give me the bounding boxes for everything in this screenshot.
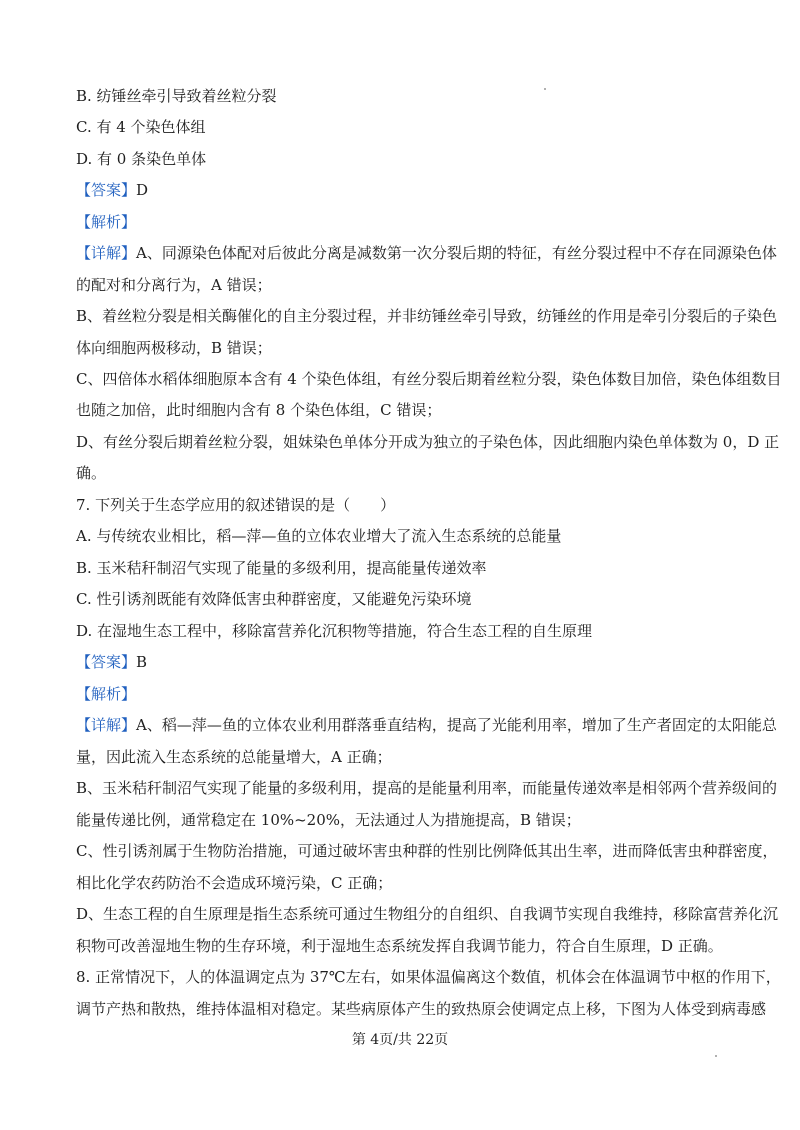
q8-stem-line: 调节产热和散热，维持体温相对稳定。某些病原体产生的致热原会使调定点上移，下图为人体受到病毒感 <box>76 1000 767 1018</box>
q7-detail-line: D、生态工程的自生原理是指生态系统可通过生物组分的自组织、自我调节实现自我维持，移除富营养化沉 <box>76 905 779 923</box>
q7-option-a: A. 与传统农业相比，稻—萍—鱼的立体农业增大了流入生态系统的总能量 <box>76 527 562 545</box>
q7-detail-line: C、性引诱剂属于生物防治措施，可通过破坏害虫种群的性别比例降低其出生率，进而降低害虫种群密度， <box>76 842 778 860</box>
q7-answer <box>76 652 726 672</box>
q7-option-c: C. 性引诱剂既能有效降低害虫种群密度，又能避免污染环境 <box>76 590 472 608</box>
answer-value: D <box>136 181 149 199</box>
q6-detail-line: 也随之加倍，此时细胞内含有 8 个染色体组，C 错误； <box>76 401 442 419</box>
q6-detail-line <box>76 243 777 263</box>
detail-tag: 【详解】 <box>76 716 137 734</box>
q6-answer <box>76 180 726 200</box>
q7-option-b: B. 玉米秸秆制沼气实现了能量的多级利用，提高能量传递效率 <box>76 559 487 577</box>
q6-option-b: B. 纺锤丝牵引导致着丝粒分裂 <box>76 87 277 105</box>
q7-detail-line: 相比化学农药防治不会造成环境污染，C 正确； <box>76 874 393 892</box>
scan-speck <box>544 88 546 90</box>
q6-detail-line: 确。 <box>76 464 107 482</box>
q6-detail-line: 的配对和分离行为，A 错误； <box>76 276 272 294</box>
answer-tag: 【答案】 <box>76 181 137 199</box>
detail-text: A、稻—萍—鱼的立体农业利用群落垂直结构，提高了光能利用率，增加了生产者固定的太阳能总 <box>136 716 777 734</box>
q7-detail-line <box>76 715 777 735</box>
q6-detail-line: D、有丝分裂后期着丝粒分裂，姐妹染色单体分开成为独立的子染色体，因此细胞内染色单体数为 0，D 正 <box>76 433 780 451</box>
q6-analysis-tag: 【解析】 <box>76 213 137 231</box>
q7-stem: 7. 下列关于生态学应用的叙述错误的是（ ） <box>76 496 396 514</box>
detail-text: A、同源染色体配对后彼此分离是减数第一次分裂后期的特征，有丝分裂过程中不存在同源染色体 <box>136 244 777 262</box>
page-number: 第 4页/共 22页 <box>351 1032 449 1048</box>
q7-detail-line: 积物可改善湿地生物的生存环境，利于湿地生态系统发挥自我调节能力，符合自生原理，D 正确。 <box>76 937 723 955</box>
q8-stem-line: 8. 正常情况下，人的体温调定点为 37℃左右，如果体温偏离这个数值，机体会在体温调节中枢的作用下， <box>76 968 781 986</box>
q6-detail-line: C、四倍体水稻体细胞原本含有 4 个染色体组，有丝分裂后期着丝粒分裂，染色体数目加倍，染色体组数目 <box>76 370 782 388</box>
q7-detail-line: 量，因此流入生态系统的总能量增大，A 正确； <box>76 748 392 766</box>
answer-tag: 【答案】 <box>76 653 137 671</box>
q7-analysis-tag: 【解析】 <box>76 685 137 703</box>
q7-detail-line: 能量传递比例，通常稳定在 10%~20%，无法通过人为措施提高，B 错误； <box>76 811 581 829</box>
answer-value: B <box>136 653 148 671</box>
q6-detail-line: 体向细胞两极移动，B 错误； <box>76 339 272 357</box>
q6-detail-line: B、着丝粒分裂是相关酶催化的自主分裂过程，并非纺锤丝牵引导致，纺锤丝的作用是牵引分裂后的子染色 <box>76 307 778 325</box>
scan-speck <box>715 1055 717 1057</box>
q6-option-c: C. 有 4 个染色体组 <box>76 118 206 136</box>
detail-tag: 【详解】 <box>76 244 137 262</box>
q7-option-d: D. 在湿地生态工程中，移除富营养化沉积物等措施，符合生态工程的自生原理 <box>76 622 593 640</box>
q6-option-d: D. 有 0 条染色单体 <box>76 150 207 168</box>
q7-detail-line: B、玉米秸秆制沼气实现了能量的多级利用，提高的是能量利用率，而能量传递效率是相邻两个营养级间的 <box>76 779 778 797</box>
